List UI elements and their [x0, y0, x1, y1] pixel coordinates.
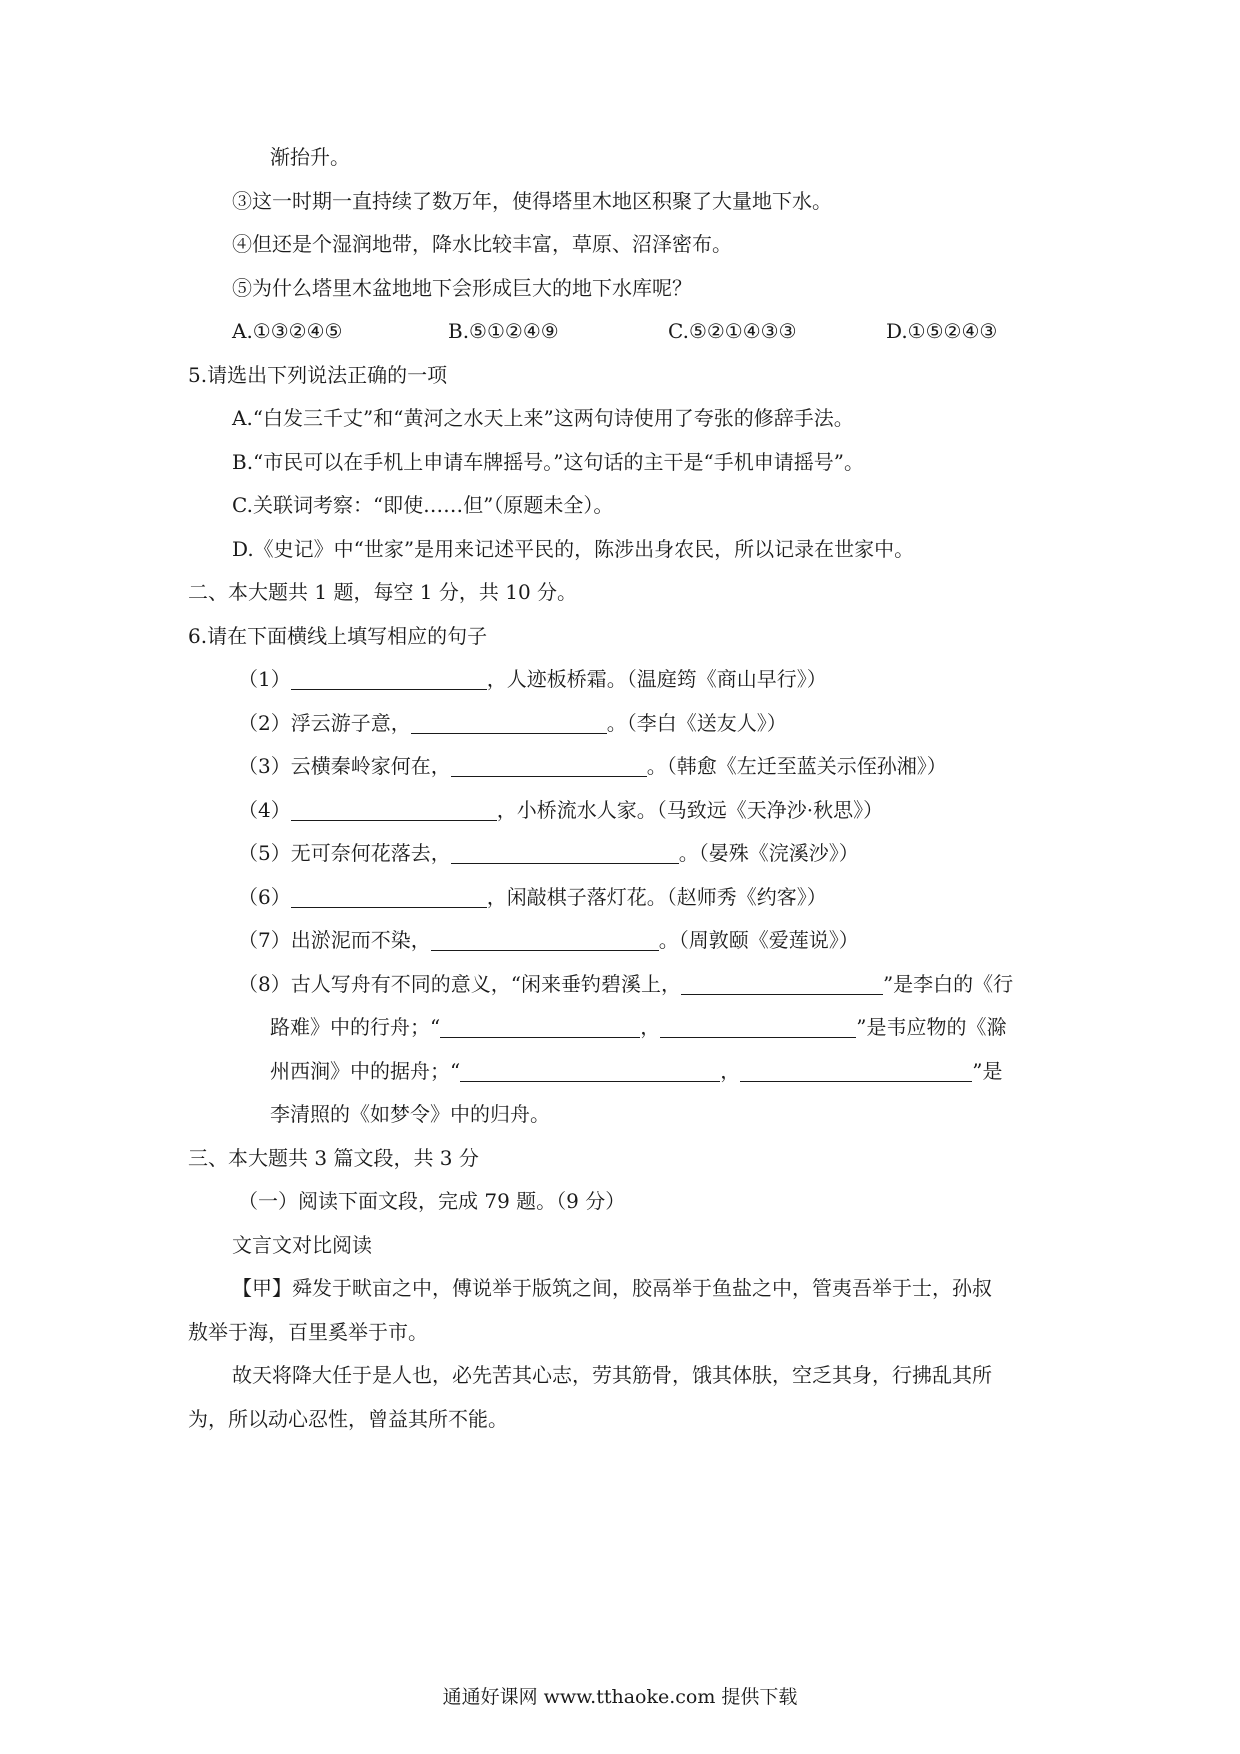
fill-item-2: [238, 708, 787, 738]
item-text: ，闲敲棋子落灯花。（赵师秀《约客》）: [486, 885, 827, 909]
item-text: 州西涧》中的据舟；“: [270, 1059, 461, 1083]
item-text: ”是: [972, 1059, 1003, 1083]
q5-option-d: D.《史记》中“世家”是用来记述平民的，陈涉出身农民，所以记录在世家中。: [232, 537, 915, 561]
paragraph-line: 故天将降大任于是人也，必先苦其心志，劳其筋骨，饿其体肤，空乏其身，行拂乱其所: [232, 1363, 992, 1387]
q4-option-a: A.①③②④⑤: [232, 319, 343, 343]
paragraph-line: 【甲】舜发于畎亩之中，傅说举于版筑之间，胶鬲举于鱼盐之中，管夷吾举于士，孙叔: [232, 1276, 992, 1300]
answer-blank[interactable]: [440, 1015, 640, 1038]
item-text: 路难》中的行舟；“: [270, 1015, 441, 1039]
answer-blank[interactable]: [411, 711, 607, 734]
question-6-title: 6.请在下面横线上填写相应的句子: [188, 624, 488, 648]
item-text: 。（周敦颐《爱莲说》）: [658, 928, 859, 952]
fill-item-8-line-3: [270, 1056, 1002, 1086]
q4-option-d: D.①⑤②④③: [886, 319, 998, 343]
fill-item-4: [238, 795, 883, 825]
page-footer: 通通好课网 www.tthaoke.com 提供下载: [442, 1686, 798, 1708]
fill-item-1: [238, 664, 827, 694]
answer-blank[interactable]: [740, 1059, 972, 1082]
text-line: ④但还是个湿润地带，降水比较丰富，草原、沼泽密布。: [232, 232, 732, 256]
fill-item-8: [238, 969, 1013, 999]
reading-title: 文言文对比阅读: [232, 1233, 372, 1257]
fill-item-5: [238, 838, 859, 868]
answer-blank[interactable]: [681, 972, 883, 995]
q5-option-a: A.“白发三千丈”和“黄河之水天上来”这两句诗使用了夸张的修辞手法。: [232, 406, 854, 430]
answer-blank[interactable]: [431, 928, 659, 951]
section-3-heading: 三、本大题共 3 篇文段，共 3 分: [188, 1146, 479, 1170]
answer-blank[interactable]: [291, 885, 487, 908]
q4-option-b: B.⑤①②④⑨: [448, 319, 559, 343]
question-5-title: 5.请选出下列说法正确的一项: [188, 363, 448, 387]
item-text: ，小桥流水人家。（马致远《天净沙·秋思》）: [496, 798, 884, 822]
item-number: （1）: [238, 667, 291, 691]
q5-option-b: B.“市民可以在手机上申请车牌摇号。”这句话的主干是“手机申请摇号”。: [232, 450, 864, 474]
item-text: 。（李白《送友人》）: [606, 711, 787, 735]
fill-item-7: [238, 925, 859, 955]
item-text: ”是韦应物的《滁: [856, 1015, 1007, 1039]
item-text: （2）浮云游子意，: [238, 711, 411, 735]
answer-blank[interactable]: [451, 841, 679, 864]
text-line: ③这一时期一直持续了数万年，使得塔里木地区积聚了大量地下水。: [232, 189, 832, 213]
subsection-1-heading: （一）阅读下面文段，完成 79 题。（9 分）: [238, 1189, 626, 1213]
paragraph-line: 敖举于海，百里奚举于市。: [188, 1320, 428, 1344]
answer-blank[interactable]: [451, 754, 647, 777]
answer-blank[interactable]: [660, 1015, 856, 1038]
paragraph-line: 为，所以动心忍性，曾益其所不能。: [188, 1407, 508, 1431]
section-2-heading: 二、本大题共 1 题，每空 1 分，共 10 分。: [188, 580, 578, 604]
answer-blank[interactable]: [291, 667, 487, 690]
answer-blank[interactable]: [291, 798, 497, 821]
item-text: （3）云横秦岭家何在，: [238, 754, 451, 778]
fill-item-8-line-2: [270, 1012, 1006, 1042]
item-text: （5）无可奈何花落去，: [238, 841, 451, 865]
item-text: ”是李白的《行: [882, 972, 1014, 996]
fill-item-6: [238, 882, 827, 912]
q4-option-c: C.⑤②①④③③: [668, 319, 797, 343]
item-number: （6）: [238, 885, 291, 909]
item-number: （4）: [238, 798, 291, 822]
item-text: ，: [640, 1015, 661, 1039]
text-line: ⑤为什么塔里木盆地地下会形成巨大的地下水库呢？: [232, 276, 692, 300]
item-text: ，人迹板桥霜。（温庭筠《商山早行》）: [486, 667, 827, 691]
q5-option-c: C.关联词考察：“即使……但”（原题未全）。: [232, 493, 614, 517]
item-text: 。（韩愈《左迁至蓝关示侄孙湘》）: [646, 754, 947, 778]
item-text: 。（晏殊《浣溪沙》）: [678, 841, 859, 865]
item-text: （8）古人写舟有不同的意义，“闲来垂钓碧溪上，: [238, 972, 681, 996]
text-line: 渐抬升。: [270, 145, 350, 169]
fill-item-8-line-4: 李清照的《如梦令》中的归舟。: [270, 1102, 550, 1126]
fill-item-3: [238, 751, 947, 781]
item-text: （7）出淤泥而不染，: [238, 928, 431, 952]
item-text: ，: [720, 1059, 741, 1083]
answer-blank[interactable]: [460, 1059, 720, 1082]
